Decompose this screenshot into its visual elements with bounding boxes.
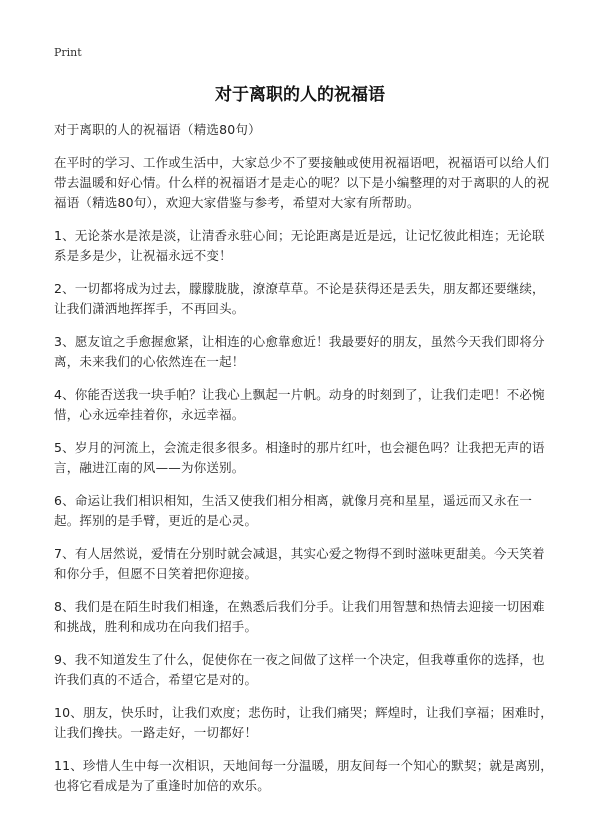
article-body [54,120,554,809]
blessing-item-5: 5、岁月的河流上，会流走很多很多。相逢时的那片红叶，也会褪色吗？让我把无声的语言，融进江南的风——为你送别。 [54,440,545,475]
blessing-item-6: 6、命运让我们相识相知，生活又使我们相分相离，就像月亮和星星，遥远而又永在一起。挥别的是手臂，更近的是心灵。 [54,493,533,528]
blessing-item-7: 7、有人居然说，爱情在分别时就会减退，其实心爱之物得不到时滋味更甜美。今天笑着和你分手，但愿不日笑着把你迎接。 [54,546,545,581]
article-subtitle: 对于离职的人的祝福语（精选80句） [54,122,261,137]
blessing-item-9: 9、我不知道发生了什么，促使你在一夜之间做了这样一个决定，但我尊重你的选择，也许我们真的不适合，希望它是对的。 [54,652,545,687]
blessing-item-4: 4、你能否送我一块手帕？让我心上飘起一片帆。动身的时刻到了，让我们走吧！不必惋惜，心永远牵挂着你，永远幸福。 [54,387,545,422]
blessing-item-2: 2、一切都将成为过去，朦朦胧胧，潦潦草草。不论是获得还是丢失，朋友都还要继续，让我们潇洒地挥挥手，不再回头。 [54,281,545,316]
blessing-item-10: 10、朋友，快乐时，让我们欢度；悲伤时，让我们痛哭；辉煌时，让我们享福；困难时，让我们搀扶。一路走好，一切都好！ [54,705,553,740]
print-link[interactable]: Print [54,46,82,59]
blessing-item-3: 3、愿友谊之手愈握愈紧，让相连的心愈靠愈近！我最要好的朋友，虽然今天我们即将分离，未来我们的心依然连在一起！ [54,334,545,369]
page-title: 对于离职的人的祝福语 [215,85,385,105]
blessing-item-11: 11、珍惜人生中每一次相识，天地间每一分温暖，朋友间每一个知心的默契；就是离别，也将它看成是为了重逢时加倍的欢乐。 [54,758,553,793]
blessing-item-8: 8、我们是在陌生时我们相逢，在熟悉后我们分手。让我们用智慧和热情去迎接一切困难和挑战，胜利和成功在向我们招手。 [54,599,545,634]
blessing-item-1: 1、无论茶水是浓是淡，让清香永驻心间；无论距离是近是远，让记忆彼此相连；无论联系是多是少，让祝福永远不变！ [54,228,545,263]
intro-paragraph: 在平时的学习、工作或生活中，大家总少不了要接触或使用祝福语吧，祝福语可以给人们带去温暖和好心情。什么样的祝福语才是走心的呢？以下是小编整理的对于离职的人的祝福语（精选80句），欢迎大家借鉴与参考，希望对大家有所帮助。 [54,155,550,210]
